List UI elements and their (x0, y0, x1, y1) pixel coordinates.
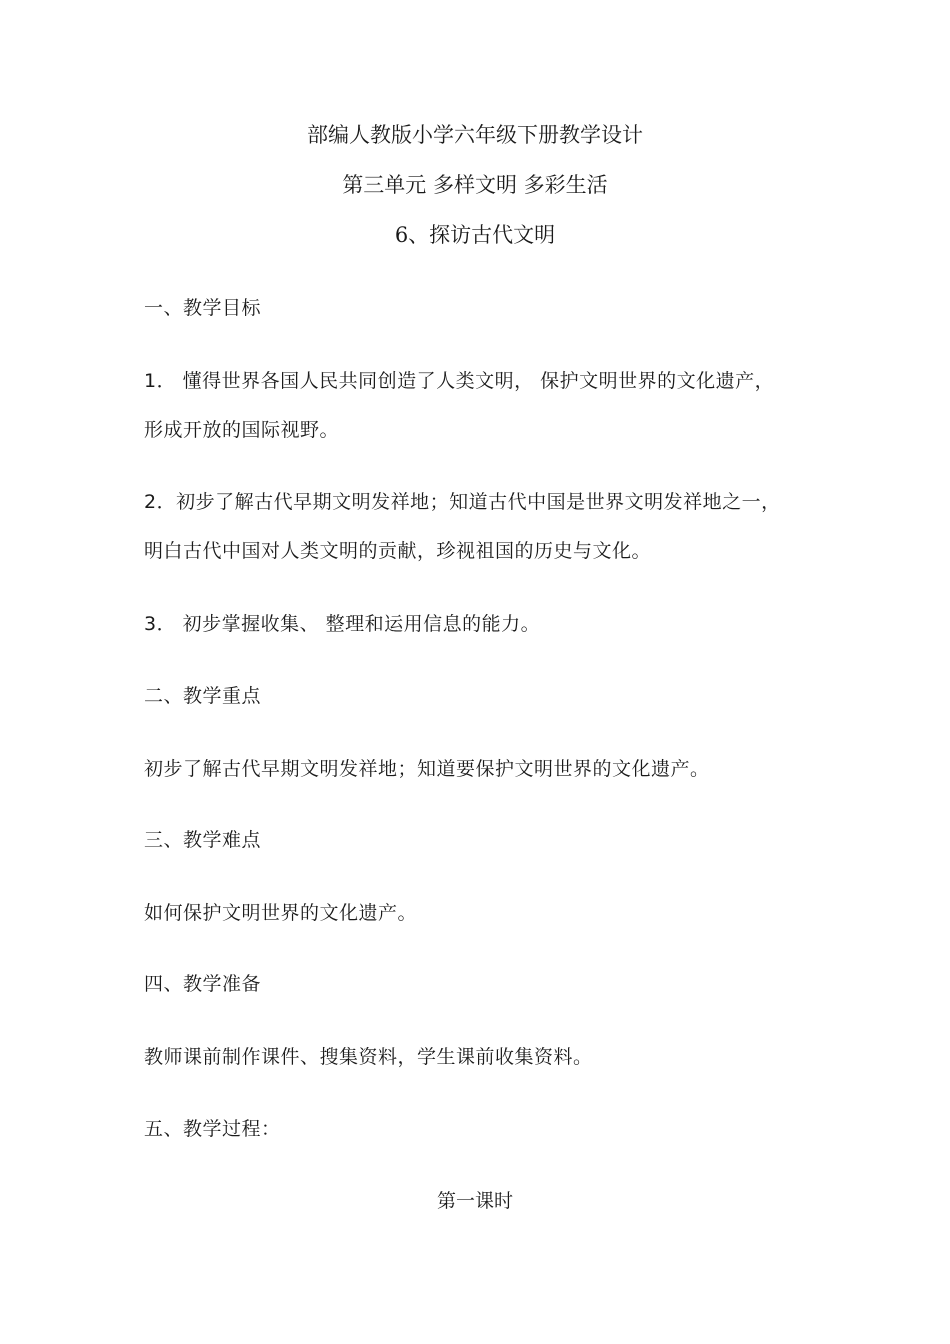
objective-1-line-1: 1． 懂得世界各国人民共同创造了人类文明， 保护文明世界的文化遗产， (144, 370, 775, 392)
lesson-title: 6、探访古代文明 (394, 223, 556, 247)
key-points-text: 初步了解古代早期文明发祥地；知道要保护文明世界的文化遗产。 (144, 758, 710, 780)
unit-title: 第三单元 多样文明 多彩生活 (342, 173, 608, 197)
section-heading-key-points: 二、教学重点 (144, 685, 262, 707)
objective-1-line-2: 形成开放的国际视野。 (144, 419, 340, 441)
objective-2-line-1: 2．初步了解古代早期文明发祥地；知道古代中国是世界文明发祥地之一， (144, 491, 781, 513)
document-title: 部编人教版小学六年级下册教学设计 (307, 123, 643, 147)
preparation-text: 教师课前制作课件、搜集资料，学生课前收集资料。 (144, 1046, 593, 1068)
section-heading-objectives: 一、教学目标 (144, 297, 262, 319)
difficulties-text: 如何保护文明世界的文化遗产。 (144, 902, 418, 924)
objective-2-line-2: 明白古代中国对人类文明的贡献，珍视祖国的历史与文化。 (144, 540, 652, 562)
section-heading-preparation: 四、教学准备 (144, 973, 262, 995)
period-heading: 第一课时 (436, 1190, 513, 1212)
objective-3: 3． 初步掌握收集、 整理和运用信息的能力。 (144, 613, 541, 635)
section-heading-difficulties: 三、教学难点 (144, 829, 262, 851)
section-heading-process: 五、教学过程： (144, 1118, 281, 1140)
